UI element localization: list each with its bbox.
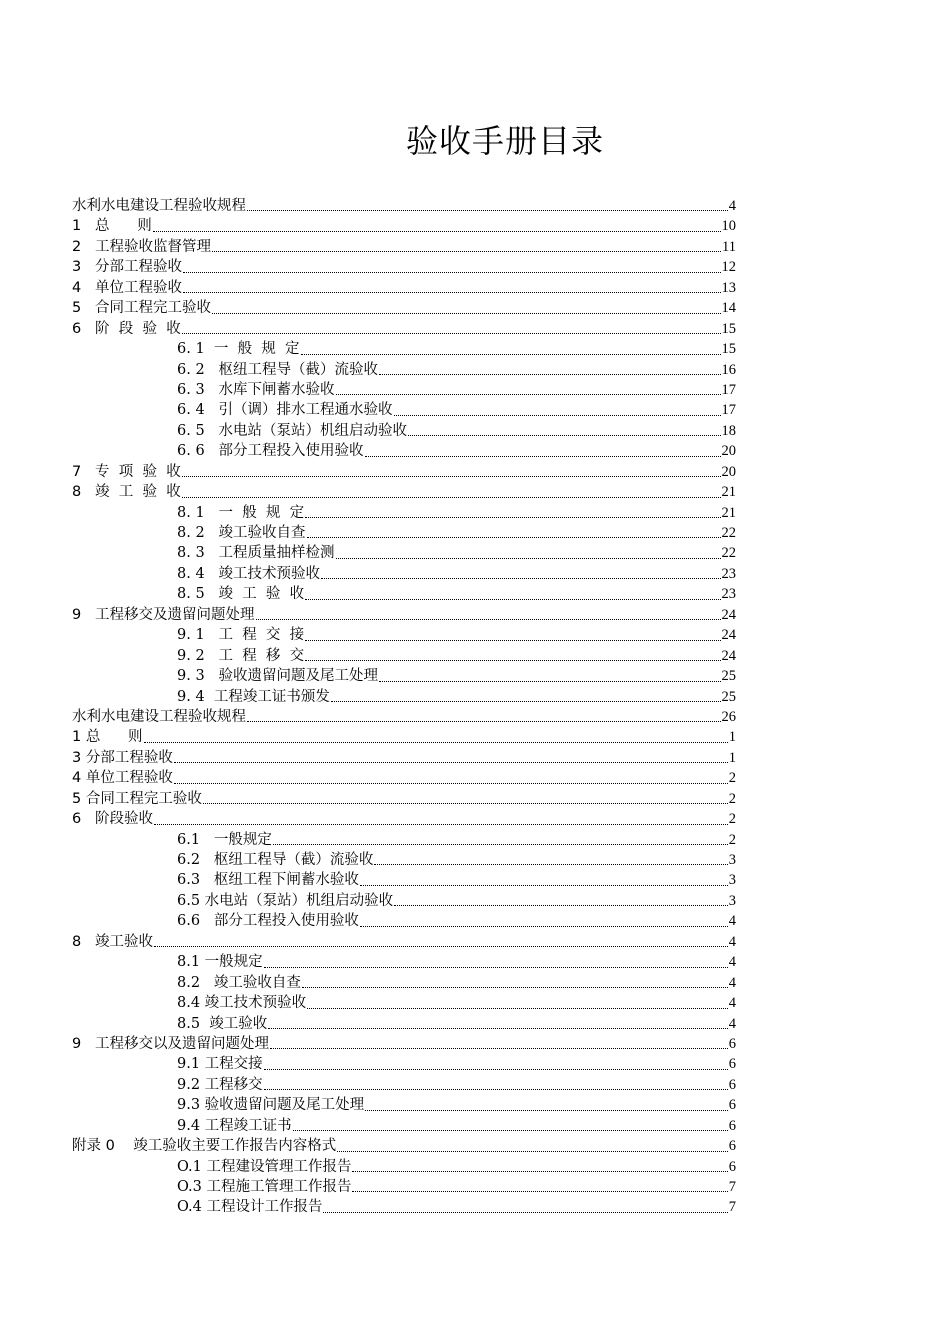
toc-entry[interactable] — [72, 1054, 736, 1074]
toc-entry-label: 8. 1 一 般 规 定 — [177, 504, 305, 521]
toc-entry[interactable] — [72, 1014, 736, 1034]
toc-entry-label: 6.1 一般规定 — [177, 831, 272, 848]
dot-leader — [305, 640, 720, 641]
toc-entry-label: 6. 4 引（调）排水工程通水验收 — [177, 402, 393, 419]
toc-entry-label: 4 单位工程验收 — [72, 770, 173, 787]
dot-leader — [174, 762, 728, 763]
dot-leader — [374, 864, 727, 865]
toc-entry-page: 15 — [721, 341, 736, 358]
dot-leader — [301, 354, 721, 355]
toc-entry-label: 9. 3 验收遗留问题及尾工处理 — [177, 668, 378, 685]
toc-entry-label: 9.4 工程竣工证书 — [177, 1117, 292, 1134]
toc-entry-label: 9.1 工程交接 — [177, 1056, 263, 1073]
toc-entry-page: 4 — [728, 974, 736, 991]
page-title: 验收手册目录 — [405, 122, 604, 160]
toc-entry-page: 25 — [721, 668, 736, 685]
toc-entry-page: 2 — [728, 831, 736, 848]
dot-leader — [305, 660, 720, 661]
dot-leader — [183, 292, 720, 293]
dot-leader — [270, 1048, 728, 1049]
toc-entry-page: 21 — [721, 504, 736, 521]
toc-entry-page: 6 — [728, 1158, 736, 1175]
toc-entry[interactable] — [72, 1116, 736, 1136]
toc-entry[interactable] — [72, 1095, 736, 1115]
toc-entry-label: 3 分部工程验收 — [72, 259, 183, 276]
toc-entry-page: 23 — [721, 586, 736, 603]
table-of-contents — [72, 196, 736, 1218]
toc-entry-label: 6 阶 段 验 收 — [72, 320, 181, 337]
toc-entry-page: 6 — [728, 1097, 736, 1114]
toc-entry-label: 5 合同工程完工验收 — [72, 300, 212, 317]
toc-entry-label: O.1 工程建设管理工作报告 — [177, 1158, 352, 1175]
toc-entry-page: 17 — [721, 381, 736, 398]
toc-entry-page: 3 — [728, 892, 736, 909]
toc-entry-page: 10 — [721, 218, 736, 235]
toc-entry-page: 20 — [721, 463, 736, 480]
toc-entry-page: 13 — [721, 279, 736, 296]
dot-leader — [360, 885, 728, 886]
dot-leader — [394, 905, 728, 906]
dot-leader — [174, 783, 728, 784]
toc-entry[interactable] — [72, 993, 736, 1013]
toc-entry-page: 7 — [728, 1199, 736, 1216]
toc-entry-page: 17 — [721, 402, 736, 419]
toc-entry-page: 4 — [728, 913, 736, 930]
dot-leader — [336, 558, 721, 559]
toc-entry-label: 9. 2 工 程 移 交 — [177, 647, 305, 664]
dot-leader — [264, 1089, 728, 1090]
toc-entry[interactable] — [72, 687, 736, 707]
dot-leader — [212, 313, 720, 314]
toc-entry-page: 24 — [721, 606, 736, 623]
dot-leader — [268, 1028, 727, 1029]
toc-entry[interactable] — [72, 625, 736, 645]
toc-entry[interactable] — [72, 319, 736, 339]
dot-leader — [352, 1191, 727, 1192]
toc-entry-page: 6 — [728, 1117, 736, 1134]
toc-entry-label: 9. 1 工 程 交 接 — [177, 627, 305, 644]
dot-leader — [182, 476, 721, 477]
toc-entry[interactable] — [72, 298, 736, 318]
toc-entry[interactable] — [72, 503, 736, 523]
toc-entry-page: 4 — [728, 933, 736, 950]
toc-entry-page: 22 — [721, 525, 736, 541]
toc-entry-label: 水利水电建设工程验收规程 — [72, 708, 246, 725]
dot-leader — [212, 251, 721, 252]
toc-entry[interactable] — [72, 830, 736, 850]
toc-entry-page: 1 — [728, 749, 736, 766]
dot-leader — [336, 394, 721, 395]
toc-entry-label: 6.3 枢纽工程下闸蓄水验收 — [177, 872, 359, 889]
toc-entry[interactable] — [72, 584, 736, 604]
toc-entry[interactable] — [72, 278, 736, 298]
toc-entry-label: 6. 2 枢纽工程导（截）流验收 — [177, 361, 378, 378]
toc-entry-label: 2 工程验收监督管理 — [72, 238, 212, 255]
toc-entry-page: 1 — [728, 729, 736, 746]
toc-entry-page: 4 — [728, 198, 736, 214]
dot-leader — [408, 435, 721, 436]
toc-entry-page: 6 — [728, 1076, 736, 1093]
toc-entry-label: 8 竣 工 验 收 — [72, 484, 181, 501]
toc-entry[interactable] — [72, 727, 736, 747]
dot-leader — [256, 619, 721, 620]
toc-entry-label: 1 总 则 — [72, 218, 152, 235]
dot-leader — [352, 1171, 727, 1172]
toc-entry[interactable] — [72, 523, 736, 543]
dot-leader — [264, 967, 728, 968]
dot-leader — [154, 946, 728, 947]
toc-entry-page: 2 — [728, 770, 736, 787]
toc-entry-label: 6. 1 一 般 规 定 — [177, 341, 300, 358]
toc-entry-label: 8.4 竣工技术预验收 — [177, 995, 307, 1012]
dot-leader — [154, 824, 728, 825]
dot-leader — [247, 210, 728, 211]
toc-entry-label: 8.2 竣工验收自查 — [177, 974, 301, 991]
toc-entry[interactable] — [72, 462, 736, 482]
toc-entry-page: 18 — [721, 422, 736, 439]
dot-leader — [273, 844, 728, 845]
toc-entry-label: 7 专 项 验 收 — [72, 463, 181, 480]
toc-entry-label: 8 竣工验收 — [72, 933, 154, 950]
dot-leader — [182, 497, 721, 498]
toc-entry-label: 9 工程移交及遗留问题处理 — [72, 606, 255, 623]
dot-leader — [365, 1110, 728, 1111]
toc-entry[interactable] — [72, 932, 736, 952]
dot-leader — [321, 578, 721, 579]
toc-entry-page: 16 — [721, 361, 736, 378]
toc-entry-page: 24 — [721, 647, 736, 664]
toc-entry[interactable] — [72, 646, 736, 666]
dot-leader — [337, 1151, 727, 1152]
toc-entry-label: O.3 工程施工管理工作报告 — [177, 1179, 352, 1195]
toc-entry[interactable] — [72, 360, 736, 380]
toc-entry-label: 8.5 竣工验收 — [177, 1015, 268, 1032]
toc-entry[interactable] — [72, 666, 736, 686]
toc-entry[interactable] — [72, 748, 736, 768]
dot-leader — [182, 333, 721, 334]
toc-entry-page: 22 — [721, 545, 736, 562]
toc-entry-page: 12 — [721, 259, 736, 276]
dot-leader — [331, 701, 721, 702]
toc-entry[interactable] — [72, 400, 736, 420]
dot-leader — [379, 374, 721, 375]
toc-entry-page: 23 — [721, 565, 736, 582]
toc-entry[interactable] — [72, 380, 736, 400]
toc-entry-page: 2 — [728, 790, 736, 807]
toc-entry-page: 25 — [721, 688, 736, 705]
toc-entry-label: 8. 2 竣工验收自查 — [177, 525, 306, 541]
toc-entry-label: 附录 0 竣工验收主要工作报告内容格式 — [72, 1138, 337, 1155]
toc-entry-page: 4 — [728, 1015, 736, 1032]
dot-leader — [323, 1212, 727, 1213]
toc-entry-label: 6.5 水电站（泵站）机组启动验收 — [177, 892, 394, 909]
toc-entry[interactable] — [72, 707, 736, 727]
dot-leader — [203, 803, 728, 804]
toc-entry[interactable] — [72, 216, 736, 236]
toc-entry-page: 7 — [728, 1179, 736, 1195]
toc-entry-page: 6 — [728, 1056, 736, 1073]
dot-leader — [153, 231, 721, 232]
dot-leader — [394, 415, 721, 416]
toc-entry-page: 26 — [721, 708, 736, 725]
toc-entry[interactable] — [72, 1075, 736, 1095]
toc-entry[interactable] — [72, 1157, 736, 1177]
toc-entry-label: 6. 6 部分工程投入使用验收 — [177, 443, 364, 460]
toc-entry[interactable] — [72, 1177, 736, 1197]
toc-entry-page: 24 — [721, 627, 736, 644]
toc-entry-label: 9 工程移交以及遗留问题处理 — [72, 1035, 270, 1052]
toc-entry-label: 4 单位工程验收 — [72, 279, 183, 296]
toc-entry[interactable] — [72, 1197, 736, 1217]
toc-entry-label: 6. 5 水电站（泵站）机组启动验收 — [177, 422, 407, 439]
toc-entry-label: 6. 3 水库下闸蓄水验收 — [177, 381, 335, 398]
toc-entry[interactable] — [72, 911, 736, 931]
dot-leader — [264, 1069, 728, 1070]
toc-entry-label: 8. 5 竣 工 验 收 — [177, 586, 305, 603]
toc-entry[interactable] — [72, 196, 736, 216]
toc-entry[interactable] — [72, 339, 736, 359]
toc-entry-label: 9.3 验收遗留问题及尾工处理 — [177, 1097, 365, 1114]
toc-entry-label: 8. 3 工程质量抽样检测 — [177, 545, 335, 562]
toc-entry-page: 6 — [728, 1035, 736, 1052]
dot-leader — [305, 599, 720, 600]
toc-entry[interactable] — [72, 789, 736, 809]
toc-entry[interactable] — [72, 768, 736, 788]
toc-entry-label: 3 分部工程验收 — [72, 749, 173, 766]
dot-leader — [183, 272, 720, 273]
toc-entry-label: 1 总 则 — [72, 729, 143, 746]
toc-entry[interactable] — [72, 891, 736, 911]
toc-entry-page: 15 — [721, 320, 736, 337]
toc-entry-label: 6.2 枢纽工程导（截）流验收 — [177, 852, 374, 868]
toc-entry-page: 20 — [721, 443, 736, 460]
toc-entry[interactable] — [72, 809, 736, 829]
toc-entry-label: 8.1 一般规定 — [177, 954, 263, 971]
toc-entry-page: 4 — [728, 995, 736, 1012]
toc-entry[interactable] — [72, 564, 736, 584]
dot-leader — [302, 987, 728, 988]
toc-entry-page: 6 — [728, 1138, 736, 1155]
toc-entry-page: 4 — [728, 954, 736, 971]
toc-entry[interactable] — [72, 1136, 736, 1156]
dot-leader — [365, 456, 721, 457]
dot-leader — [307, 1008, 728, 1009]
toc-entry-label: 9. 4 工程竣工证书颁发 — [177, 688, 330, 705]
toc-entry-page: 11 — [722, 238, 736, 255]
toc-entry-label: 8. 4 竣工技术预验收 — [177, 565, 320, 582]
dot-leader — [305, 517, 720, 518]
toc-entry-page: 2 — [728, 811, 736, 828]
toc-entry-label: 9.2 工程移交 — [177, 1076, 263, 1093]
toc-entry[interactable] — [72, 543, 736, 563]
toc-entry[interactable] — [72, 605, 736, 625]
toc-entry[interactable] — [72, 1034, 736, 1054]
toc-entry-label: 水利水电建设工程验收规程 — [72, 198, 246, 214]
dot-leader — [360, 926, 728, 927]
toc-entry-label: 6 阶段验收 — [72, 811, 154, 828]
toc-entry-page: 3 — [728, 852, 736, 868]
toc-entry-label: O.4 工程设计工作报告 — [177, 1199, 323, 1216]
dot-leader — [144, 742, 728, 743]
toc-entry[interactable] — [72, 441, 736, 461]
toc-entry[interactable] — [72, 482, 736, 502]
toc-entry[interactable] — [72, 973, 736, 993]
dot-leader — [247, 721, 721, 722]
toc-entry-page: 14 — [721, 300, 736, 317]
toc-entry[interactable] — [72, 850, 736, 870]
dot-leader — [293, 1130, 728, 1131]
toc-entry[interactable] — [72, 421, 736, 441]
toc-entry-label: 6.6 部分工程投入使用验收 — [177, 913, 359, 930]
toc-entry[interactable] — [72, 952, 736, 972]
toc-entry[interactable] — [72, 870, 736, 890]
toc-entry[interactable] — [72, 237, 736, 257]
toc-entry-page: 3 — [728, 872, 736, 889]
dot-leader — [379, 681, 721, 682]
toc-entry[interactable] — [72, 257, 736, 277]
toc-entry-page: 21 — [721, 484, 736, 501]
toc-entry-label: 5 合同工程完工验收 — [72, 790, 202, 807]
dot-leader — [307, 537, 721, 538]
